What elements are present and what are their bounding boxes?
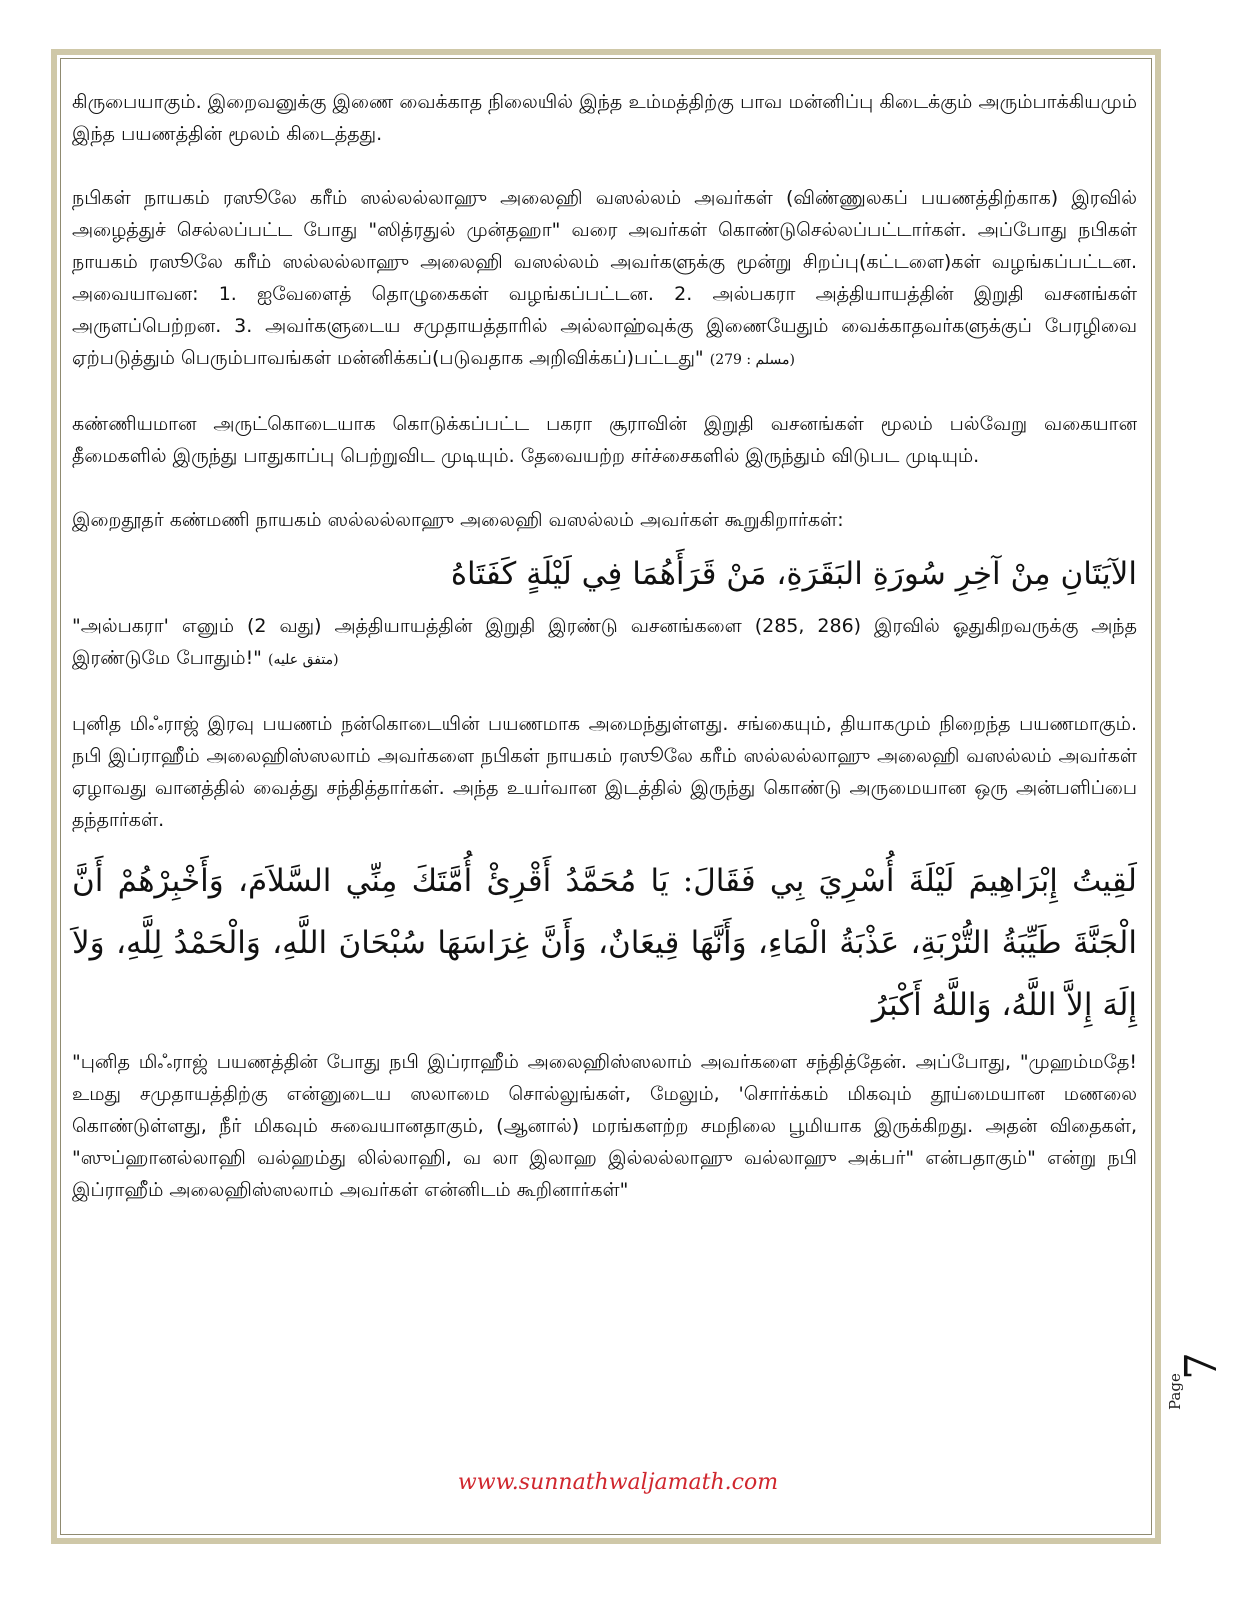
paragraph-2-text: நபிகள் நாயகம் ரஸூலே கரீம் ஸல்லல்லாஹு அலைஹி வஸல்லம் அவர்கள் (விண்ணுலகப் பயணத்திற்காக) இரவில் அழைத்துச் செல்லப்பட்ட போது "ஸித்ரதுல் முன்தஹா" வரை அவர்கள் கொண்டுசெல்லப்பட்டார்கள். அப்போது நபிகள் நாயகம் ரஸூலே கரீம் ஸல்லல்லாஹு அலைஹி வஸல்லம் அவர்களுக்கு மூன்று சிறப்பு(கட்டளை)கள் வழங்கப்பட்டன. அவையாவன: 1. ஐவேளைத் தொழுகைகள் வழங்கப்பட்டன. 2. அல்பகரா அத்தியாயத்தின் இறுதி வசனங்கள் அருளப்பெற்றன. 3. அவர்களுடைய சமுதாயத்தாரில் அல்லாஹ்வுக்கு இணையேதும் வைக்காதவர்களுக்குப் பேரழிவை ஏற்படுத்தும் பெரும்பாவங்கள் மன்னிக்கப்(படுவதாக அறிவிக்கப்)பட்டது" [72, 187, 1137, 369]
paragraph-7: "புனித மிஃராஜ் பயணத்தின் போது நபி இப்ராஹீம் அலைஹிஸ்ஸலாம் அவர்களை சந்தித்தேன். அப்போது, "முஹம்மதே! உமது சமுதாயத்திற்கு என்னுடைய ஸலாமை சொல்லுங்கள், மேலும், 'சொர்க்கம் மிகவும் தூய்மையான மணலை கொண்டுள்ளது, நீர் மிகவும் சுவையானதாகும், (ஆனால்) மரங்களற்ற சமநிலை பூமியாக இருக்கிறது. அதன் விதைகள், "ஸுப்ஹானல்லாஹி வல்ஹம்து லில்லாஹி, வ லா இலாஹ இல்லல்லாஹு வல்லாஹு அக்பர்" என்பதாகும்" என்று நபி இப்ராஹீம் அலைஹிஸ்ஸலாம் அவர்கள் என்னிடம் கூறினார்கள்" [72, 1051, 1137, 1201]
paragraph-2-source: (مسلم : 279) [709, 352, 795, 368]
paragraph-1: கிருபையாகும். இறைவனுக்கு இணை வைக்காத நிலையில் இந்த உம்மத்திற்கு பாவ மன்னிப்பு கிடைக்கும் அரும்பாக்கியமும் இந்த பயணத்தின் மூலம் கிடைத்தது. [72, 91, 1137, 145]
arabic-hadith-2: لَقِيتُ إِبْرَاهِيمَ لَيْلَةَ أُسْرِيَ بِي فَقَالَ: يَا مُحَمَّدُ أَقْرِئْ أُمَّتَكَ مِنِّي السَّلاَمَ، وَأَخْبِرْهُمْ أَنَّ الْجَنَّةَ طَيِّبَةُ التُّرْبَةِ، عَذْبَةُ الْمَاءِ، وَأَنَّهَا قِيعَانٌ، وَأَنَّ غِرَاسَهَا سُبْحَانَ اللَّهِ، وَالْحَمْدُ لِلَّهِ، وَلاَ إِلَهَ إِلاَّ اللَّهُ، وَاللَّهُ أَكْبَرُ [72, 863, 1137, 1023]
paragraph-5 [72, 610, 1137, 676]
arabic-hadith-1: الآيَتَانِ مِنْ آخِرِ سُورَةِ البَقَرَةِ، مَنْ قَرَأَهُمَا فِي لَيْلَةٍ كَفَتَاهُ [450, 556, 1137, 592]
paragraph-6: புனித மிஃராஜ் இரவு பயணம் நன்கொடையின் பயணமாக அமைந்துள்ளது. சங்கையும், தியாகமும் நிறைந்த பயணமாகும். நபி இப்ராஹீம் அலைஹிஸ்ஸலாம் அவர்களை நபிகள் நாயகம் ரஸூலே கரீம் ஸல்லல்லாஹு அலைஹி வஸல்லம் அவர்கள் ஏழாவது வானத்தில் வைத்து சந்தித்தார்கள். அந்த உயர்வான இடத்தில் இருந்து கொண்டு அருமையான ஒரு அன்பளிப்பை தந்தார்கள். [72, 713, 1137, 831]
footer-website-link[interactable]: www.sunnathwaljamath.com [457, 1470, 779, 1495]
paragraph-5-source: (متفق عليه) [267, 652, 339, 668]
paragraph-5-text: "அல்பகரா' எனும் (2 வது) அத்தியாயத்தின் இறுதி இரண்டு வசனங்களை (285, 286) இரவில் ஓதுகிறவருக்கு அந்த இரண்டுமே போதும்!" [72, 615, 1137, 669]
paragraph-2 [72, 182, 1137, 376]
page-label: Page [1166, 1373, 1184, 1410]
paragraph-4: இறைதூதர் கண்மணி நாயகம் ஸல்லல்லாஹு அலைஹி வஸல்லம் அவர்கள் கூறுகிறார்கள்: [72, 509, 844, 531]
page-number: 7 [1176, 1352, 1227, 1380]
paragraph-3: கண்ணியமான அருட்கொடையாக கொடுக்கப்பட்ட பகரா சூராவின் இறுதி வசனங்கள் மூலம் பல்வேறு வகையான தீமைகளில் இருந்து பாதுகாப்பு பெற்றுவிட முடியும். தேவையற்ற சர்ச்சைகளில் இருந்தும் விடுபட முடியும். [72, 413, 1137, 467]
page-content [72, 86, 1137, 1206]
